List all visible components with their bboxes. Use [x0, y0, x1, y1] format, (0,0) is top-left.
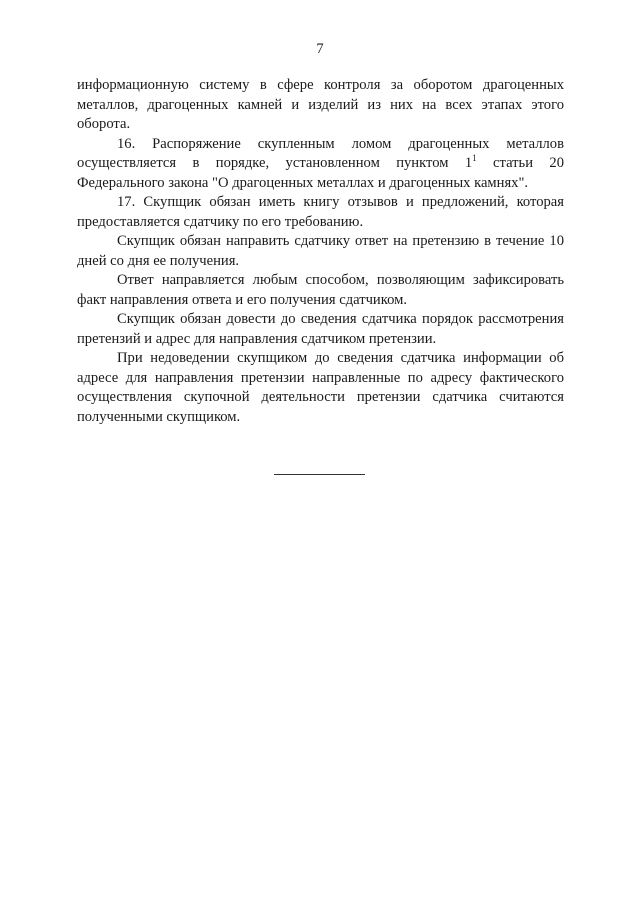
paragraph-continuation: информационную систему в сфере контроля за оборотом драгоценных металлов, драгоценных камней и изделий из них на всех этапах этого оборота. — [77, 77, 564, 132]
document-body — [77, 76, 564, 427]
paragraph-response-method: Ответ направляется любым способом, позволяющим зафиксировать факт направления ответа и его получения сдатчиком. — [77, 272, 564, 308]
page-number: 7 — [316, 41, 324, 57]
paragraph-item-16 — [77, 135, 564, 194]
paragraph-text: статьи 20 Федерального закона "О драгоценных металлах и драгоценных камнях". — [77, 155, 564, 191]
paragraph-item-17: 17. Скупщик обязан иметь книгу отзывов и предложений, которая предоставляется сдатчику по его требованию. — [77, 194, 564, 230]
paragraph-text: 16. Распоряжение скупленным ломом драгоценных металлов осуществляется в порядке, установленном пунктом 1 — [77, 135, 564, 171]
paragraph-claim-address: При недоведении скупщиком до сведения сдатчика информации об адресе для направления претензии направленные по адресу фактического осуществления скупочной деятельности претензии сдатчика считаются полученными скупщиком. — [77, 350, 564, 425]
closing-divider — [274, 474, 365, 475]
superscript-mark: 1 — [472, 153, 477, 164]
paragraph-claim-procedure: Скупщик обязан довести до сведения сдатчика порядок рассмотрения претензий и адрес для направления сдатчиком претензии. — [77, 311, 564, 347]
paragraph-response-deadline: Скупщик обязан направить сдатчику ответ на претензию в течение 10 дней со дня ее получения. — [77, 233, 564, 269]
